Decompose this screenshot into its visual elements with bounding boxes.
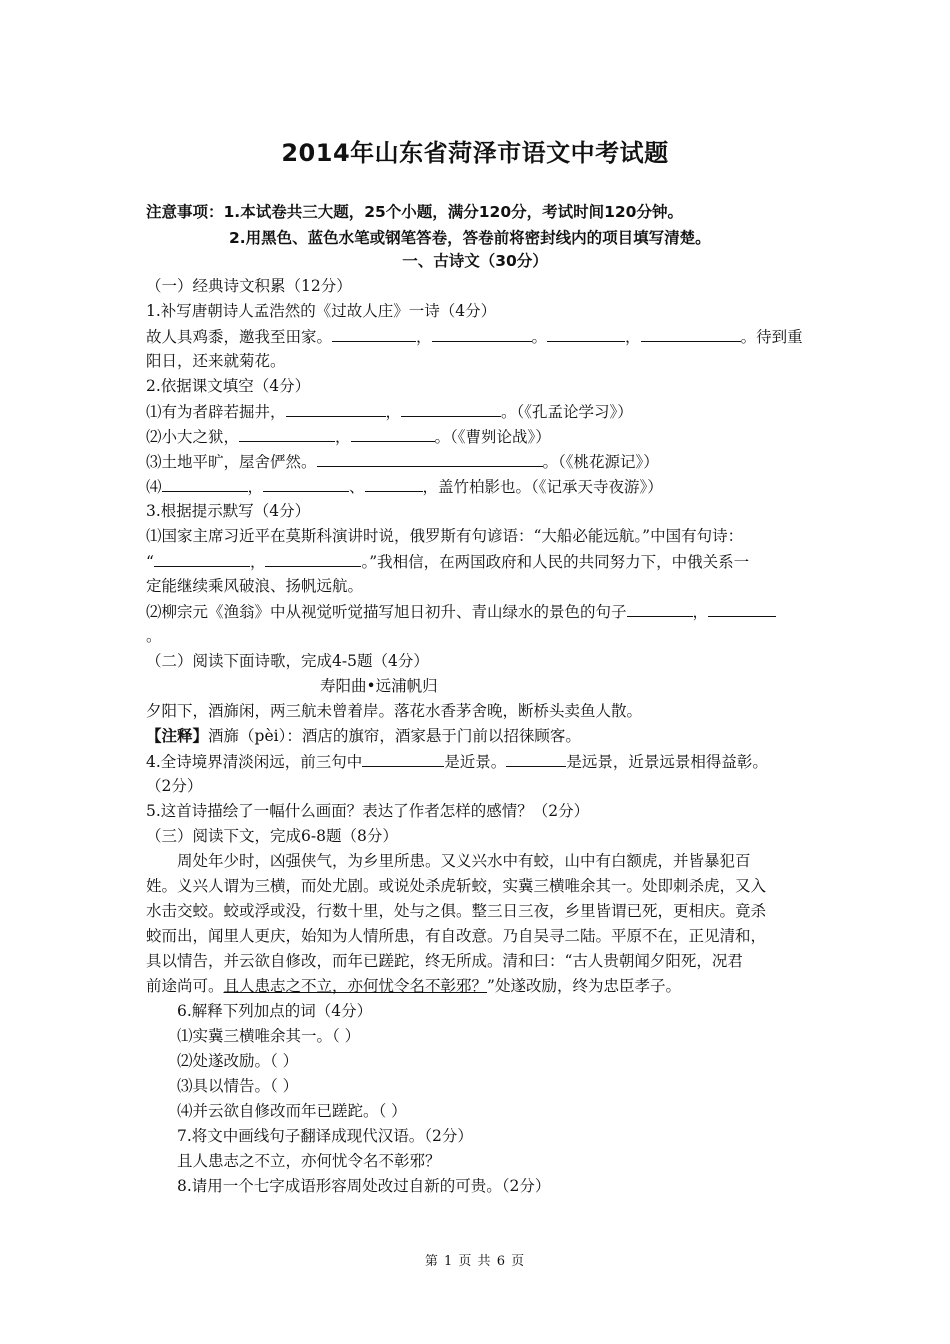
q3-item-1-line-2 [146, 550, 749, 573]
q2-item-4 [146, 475, 663, 498]
q1-heading: 1.补写唐朝诗人孟浩然的《过故人庄》一诗（4分） [146, 302, 497, 320]
underlined-sentence: 且人患志之不立，亦何忧令名不彰邪？ [223, 977, 488, 995]
q2-text: ⑶土地平旷，屋舍俨然。 [146, 453, 317, 471]
q3-item-1-line-3: 定能继续乘风破浪、扬帆远航。 [146, 577, 364, 595]
q2-blank[interactable] [401, 400, 501, 417]
section-heading: 一、古诗文（30分） [402, 252, 548, 270]
q3-blank[interactable] [265, 550, 361, 567]
q2-sep: ， [385, 403, 402, 421]
q2-heading: 2.依据课文填空（4分） [146, 377, 311, 395]
q3-item-2-end: 。 [146, 627, 162, 645]
q1-line [146, 325, 803, 348]
q2-source: 。（《桃花源记》） [542, 453, 659, 471]
q1-text: 故人具鸡黍，邀我至田家。 [146, 328, 333, 346]
q2-text: ⑴有为者辟若掘井， [146, 403, 286, 421]
passage-text: ”处遂改励，终为忠臣孝子。 [487, 977, 681, 995]
notes-line-1 [146, 201, 683, 223]
q6-item: ⑴实冀三横唯余其一。（ ） [177, 1027, 361, 1045]
q4-text: 是近景。 [444, 753, 507, 771]
q2-blank[interactable] [317, 450, 543, 467]
q2-blank[interactable] [286, 400, 386, 417]
q1-blank-4[interactable] [641, 325, 741, 342]
q2-text: ⑷ [146, 478, 162, 496]
notes-label: 注意事项： [146, 203, 224, 221]
q2-blank[interactable] [351, 425, 435, 442]
q3-blank[interactable] [627, 600, 693, 617]
q3-item-1: ⑴国家主席习近平在莫斯科演讲时说，俄罗斯有句谚语：“大船必能远航。”中国有句诗： [146, 527, 744, 545]
q4-blank[interactable] [362, 750, 444, 767]
q7-text: 且人患志之不立，亦何忧令名不彰邪？ [177, 1152, 441, 1170]
q6-item: ⑷并云欲自修改而年已蹉跎。（ ） [177, 1102, 407, 1120]
q2-source: 。（《孔孟论学习》） [501, 403, 633, 421]
q2-blank[interactable] [162, 475, 248, 492]
q3-quote: “ [146, 553, 154, 571]
q2-item-3 [146, 450, 659, 473]
q6-heading: 6.解释下列加点的词（4分） [177, 1002, 373, 1020]
q1-sep: ， [625, 328, 641, 346]
q6-item: ⑶具以情告。（ ） [177, 1077, 299, 1095]
q2-sep: 、 [349, 478, 365, 496]
poem-title: 寿阳曲•远浦帆归 [320, 677, 438, 695]
q2-sep: ， [247, 478, 264, 496]
passage-line: 周处年少时，凶强侠气，为乡里所患。又义兴水中有蛟，山中有白额虎，并皆暴犯百 [177, 852, 751, 870]
passage-line: 水击交蛟。蛟或浮或没，行数十里，处与之俱。整三日三夜，乡里皆谓已死，更相庆。竟杀 [146, 902, 767, 920]
q3-text: 。”我相信，在两国政府和人民的共同努力下，中俄关系一 [361, 553, 750, 571]
passage-line: 姓。义兴人谓为三横，而处尤剧。或说处杀虎斩蛟，实冀三横唯余其一。处即刺杀虎，又入 [146, 877, 767, 895]
q4-text: 是远景，近景远景相得益彰。 [566, 753, 768, 771]
q4-score: （2分） [146, 777, 203, 795]
q2-item-1 [146, 400, 633, 423]
q1-sep: ， [416, 328, 432, 346]
q3-blank[interactable] [708, 600, 776, 617]
q2-sep: ， [335, 428, 351, 446]
q1-line-2: 阳日，还来就菊花。 [146, 352, 286, 370]
q2-item-2 [146, 425, 551, 448]
q2-source: 。（《曹刿论战》） [434, 428, 551, 446]
part1-heading: （一）经典诗文积累（12分） [146, 277, 352, 295]
q2-blank[interactable] [263, 475, 349, 492]
q2-source: ，盖竹柏影也。（《记承天寺夜游》） [422, 478, 663, 496]
q4-text: 4.全诗境界清淡闲远，前三句中 [146, 753, 363, 771]
q2-blank[interactable] [239, 425, 335, 442]
q2-blank[interactable] [365, 475, 423, 492]
q1-blank-1[interactable] [332, 325, 416, 342]
note-text: 酒旆（pèi）：酒店的旗帘，酒家悬于门前以招徕顾客。 [208, 727, 581, 745]
passage-text: 前途尚可。 [146, 977, 224, 995]
part3-heading: （三）阅读下文，完成6-8题（8分） [146, 827, 398, 845]
poem-note [146, 725, 581, 747]
q2-text: ⑵小大之狱， [146, 428, 240, 446]
q3-sep: ， [249, 553, 266, 571]
passage-line: 蛟而出，闻里人更庆，始知为人情所患，有自改意。乃自吴寻二陆。平原不在，正见清和， [146, 927, 767, 945]
q6-item: ⑵处遂改励。（ ） [177, 1052, 299, 1070]
q8-heading: 8.请用一个七字成语形容周处改过自新的可贵。（2分） [177, 1177, 551, 1195]
notes-item-2: 2.用黑色、蓝色水笔或钢笔答卷，答卷前将密封线内的项目填写清楚。 [229, 229, 711, 247]
q3-heading: 3.根据提示默写（4分） [146, 502, 311, 520]
q1-tail: 。待到重 [740, 328, 803, 346]
q3-blank[interactable] [154, 550, 250, 567]
q1-blank-2[interactable] [432, 325, 532, 342]
passage-line [146, 975, 681, 997]
page-footer: 第 1 页 共 6 页 [424, 1254, 526, 1269]
q3-item-2 [146, 600, 776, 623]
q4-line [146, 750, 768, 773]
poem-text: 夕阳下，酒旆闲，两三航未曾着岸。落花水香茅舍晚，断桥头卖鱼人散。 [146, 702, 643, 720]
passage-line: 具以情告，并云欲自修改，而年已蹉跎，终无所成。清和曰：“古人贵朝闻夕阳死，况君 [146, 952, 743, 970]
q7-heading: 7.将文中画线句子翻译成现代汉语。（2分） [177, 1127, 473, 1145]
q3-sep: ， [692, 603, 709, 621]
q4-blank[interactable] [506, 750, 566, 767]
notes-item-1: 1.本试卷共三大题，25个小题，满分120分，考试时间120分钟。 [223, 203, 683, 221]
q1-sep: 。 [531, 328, 548, 346]
part2-heading: （二）阅读下面诗歌，完成4-5题（4分） [146, 652, 429, 670]
note-label: 【注释】 [146, 726, 209, 745]
q5-heading: 5.这首诗描绘了一幅什么画面？表达了作者怎样的感情？（2分） [146, 802, 590, 820]
page-title: 2014年山东省菏泽市语文中考试题 [281, 139, 669, 167]
q1-blank-3[interactable] [547, 325, 625, 342]
q3-text: ⑵柳宗元《渔翁》中从视觉听觉描写旭日初升、青山绿水的景色的句子 [146, 603, 627, 621]
